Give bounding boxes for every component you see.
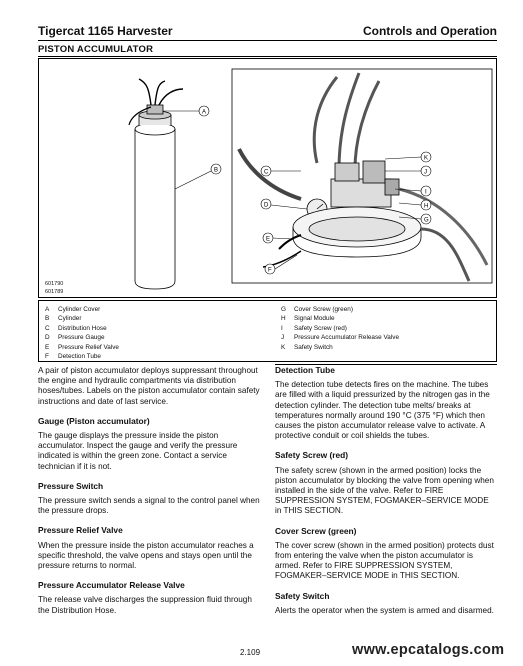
legend-row: J Pressure Accumulator Release Valve xyxy=(281,334,400,342)
relief-valve-paragraph: When the pressure inside the piston accumulator reaches a specific threshold, the valve opens and stays open until the pressure returns to normal. xyxy=(38,540,254,571)
section-title: PISTON ACCUMULATOR xyxy=(38,44,154,55)
cover-screw-heading: Cover Screw (green) xyxy=(275,525,357,536)
callout-g-label: G xyxy=(424,217,429,224)
left-text-column xyxy=(38,366,260,624)
watermark: www.epcatalogs.com xyxy=(352,642,505,658)
legend-row: H Signal Module xyxy=(281,315,335,323)
callout-f-label: F xyxy=(268,267,272,274)
legend-row: E Pressure Relief Valve xyxy=(45,343,119,351)
callout-i-label: I xyxy=(425,189,427,196)
callout-e-label: E xyxy=(266,236,271,243)
safety-screw-paragraph: The safety screw (shown in the armed position) locks the piston accumulator by blocking the valve from opening when installed in the side of the valve. Refer to FIRE SUPPRESSION SYSTEM, FOGMAKER–SERVICE MODE in THIS SECTION. xyxy=(275,465,494,516)
legend-row: K Safety Switch xyxy=(281,343,333,351)
pressure-switch-paragraph: The pressure switch sends a signal to the control panel when the pressure drops. xyxy=(38,496,260,516)
relief-valve-heading: Pressure Relief Valve xyxy=(38,525,123,536)
accumulator-illustration xyxy=(39,59,498,299)
legend-row: I Safety Screw (red) xyxy=(281,324,347,332)
chapter-title: Controls and Operation xyxy=(362,24,497,38)
callout-j-label: J xyxy=(424,169,427,176)
pressure-switch-heading: Pressure Switch xyxy=(38,480,104,491)
legend-row: C Distribution Hose xyxy=(45,324,107,332)
safety-screw-heading: Safety Screw (red) xyxy=(275,450,349,461)
detection-tube-paragraph: The detection tube detects fires on the machine. The tubes are filled with a liquid pressurized by the nitrogen gas in the detection cylinder. The detection tube melts/ breaks at temperatures normally around 190 °C (375 °F) which then causes the piston accumulator release valve to activate. A protective conduit or coil shields the tubes. xyxy=(275,380,490,441)
callout-k-label: K xyxy=(424,155,429,162)
callout-b-label: B xyxy=(214,167,219,174)
detection-tube-heading: Detection Tube xyxy=(275,364,497,375)
legend-row: F Detection Tube xyxy=(45,352,101,360)
piston-accumulator-figure xyxy=(38,58,497,298)
valve-detail-drawing xyxy=(239,73,487,281)
legend-right-column xyxy=(281,305,399,352)
gauge-heading: Gauge (Piston accumulator) xyxy=(38,415,150,426)
legend-row: B Cylinder xyxy=(45,315,82,323)
callout-a-label: A xyxy=(202,109,207,116)
legend-row: G Cover Screw (green) xyxy=(281,306,353,313)
right-text-column xyxy=(275,366,497,624)
safety-switch-heading: Safety Switch xyxy=(275,590,330,601)
cylinder-drawing xyxy=(129,79,183,289)
gauge-paragraph: The gauge displays the pressure inside the piston accumulator. Inspect the gauge and verify the pressure indicated is within the green zone. Contact a service technician if it is not. xyxy=(38,431,238,471)
intro-paragraph: A pair of piston accumulator deploys suppressant throughout the engine and hydraulic compartments via distribution hoses/tubes. Labels on the piston accumulator contain safety instructions and date of last service. xyxy=(38,366,260,406)
header-rule xyxy=(38,40,497,41)
figure-code-1: 601790 xyxy=(45,281,64,287)
callout-h-label: H xyxy=(424,203,429,210)
section-rule xyxy=(38,56,497,57)
figure-code-2: 601789 xyxy=(45,289,64,295)
page-number: 2.109 xyxy=(240,648,261,657)
legend-row: D Pressure Gauge xyxy=(45,334,105,342)
callout-d-label: D xyxy=(264,202,269,209)
legend-left-column xyxy=(45,305,119,361)
safety-switch-paragraph: Alerts the operator when the system is armed and disarmed. xyxy=(275,605,494,615)
document-title: Tigercat 1165 Harvester xyxy=(38,24,173,38)
release-valve-heading: Pressure Accumulator Release Valve xyxy=(38,580,185,591)
figure-legend xyxy=(38,300,497,362)
callout-c-label: C xyxy=(264,169,269,176)
release-valve-paragraph: The release valve discharges the suppression fluid through the Distribution Hose. xyxy=(38,595,252,615)
cover-screw-paragraph: The cover screw (shown in the armed position) protects dust from entering the valve when the piston accumulator is armed. Refer to FIRE SUPPRESSION SYSTEM, FOGMAKER–SERVICE MODE in THIS SECTION. xyxy=(275,540,494,581)
legend-row: A Cylinder Cover xyxy=(45,306,101,313)
